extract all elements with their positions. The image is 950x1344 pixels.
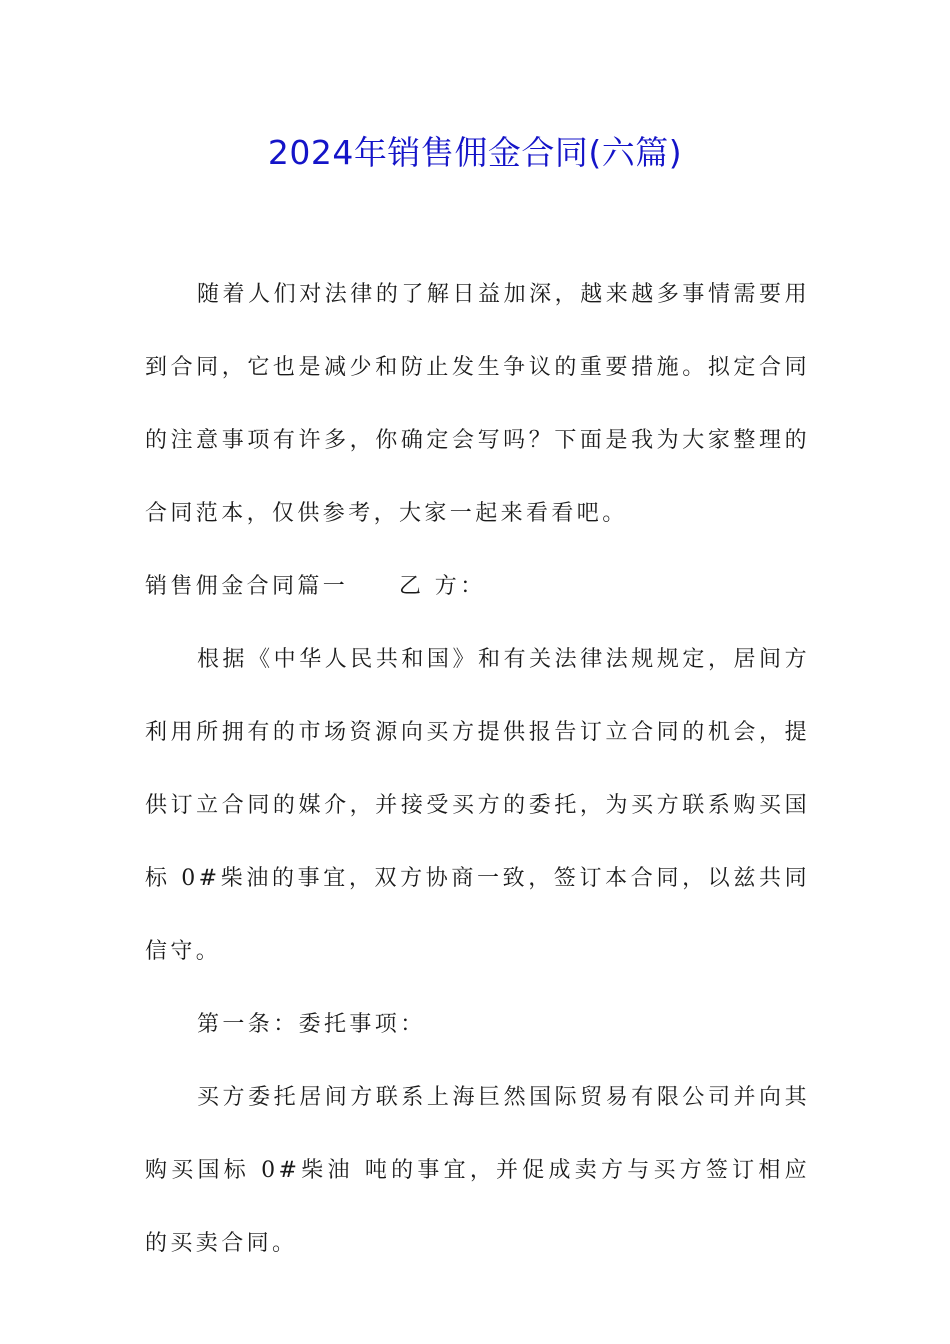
article-1-heading: 第一条：委托事项：	[197, 1012, 426, 1037]
preamble-paragraph: 根据《中华人民共和国》和有关法律法规规定，居间方利用所拥有的市场资源向买方提供报告订立合同的机会，提供订立合同的媒介，并接受买方的委托，为买方联系购买国标 0#柴油的事宜，双方协商一致，签订本合同，以兹共同信守。	[145, 647, 810, 964]
intro-paragraph: 随着人们对法律的了解日益加深，越来越多事情需要用到合同，它也是减少和防止发生争议的重要措施。拟定合同的注意事项有许多，你确定会写吗？下面是我为大家整理的合同范本，仅供参考，大家一起来看看吧。	[145, 282, 810, 526]
section-heading: 销售佣金合同篇一 乙 方：	[145, 574, 486, 599]
document-body	[145, 258, 810, 1280]
article-1-body: 买方委托居间方联系上海巨然国际贸易有限公司并向其购买国标 0#柴油 吨的事宜，并促成卖方与买方签订相应的买卖合同。	[145, 1085, 810, 1256]
document-title: 2024年销售佣金合同(六篇)	[267, 133, 683, 172]
